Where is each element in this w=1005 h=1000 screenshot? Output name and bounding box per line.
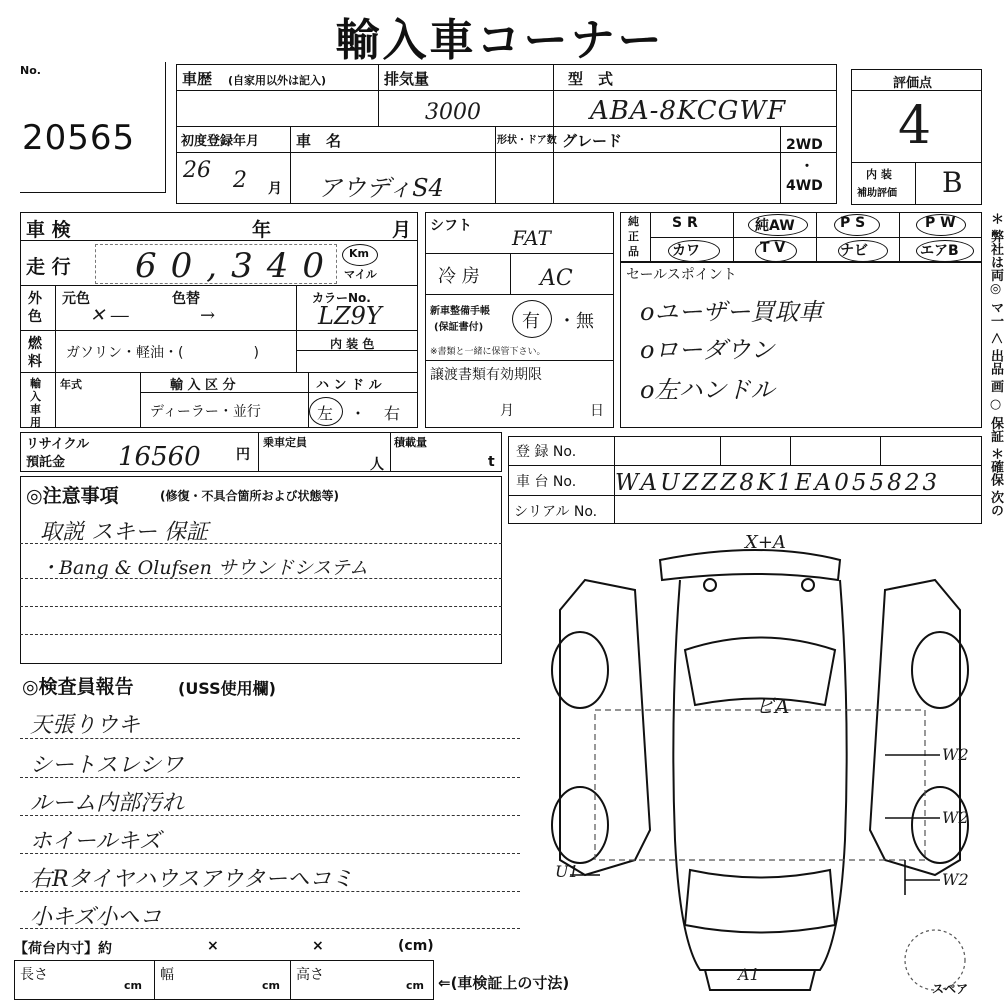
transfer-day: 日 [590, 403, 604, 419]
divider [290, 126, 291, 204]
junsei-label: 正 [628, 230, 639, 243]
equip-kawa-circle [668, 240, 720, 262]
cargo-times-1: × [207, 938, 219, 954]
notes-rule [20, 634, 502, 635]
diagram-mark-roof: ビA [755, 694, 790, 718]
divider [780, 126, 781, 204]
divider [176, 152, 837, 153]
notes-rule [20, 606, 502, 607]
diagram-mark-u1: U1 [555, 862, 579, 881]
import-type-value: ディーラー・並行 [150, 404, 261, 420]
import-label-3: 車 [30, 403, 41, 416]
divider [20, 330, 418, 331]
equip-sr: S R [672, 215, 698, 231]
ac-label: 冷 房 [438, 266, 480, 287]
inspector-line-2: シートスレシワ [30, 753, 184, 778]
inspector-line-6: 小キズ小ヘコ [30, 905, 162, 930]
junsei-label: 品 [628, 245, 639, 258]
orig-color-mark: ✕ ― [90, 305, 129, 326]
color-label-2: 色 [28, 309, 42, 325]
transfer-label: 譲渡書類有効期限 [430, 367, 542, 383]
score-label: 評価点 [893, 76, 933, 91]
equip-tv: T V [760, 240, 786, 256]
reg-no-label: 登 録 No. [516, 444, 577, 460]
import-label-4: 用 [30, 416, 41, 429]
sales-point-3: o左ハンドル [640, 376, 775, 404]
divider [258, 432, 259, 472]
divider [790, 436, 791, 465]
divider [899, 212, 900, 262]
equip-kawa: カワ [672, 243, 700, 259]
spare-label: スペア [932, 982, 969, 996]
divider [915, 162, 916, 205]
history-label: 車歴 [182, 70, 213, 88]
cargo-length-label: 長さ [20, 967, 48, 983]
first-reg-label: 初度登録年月 [181, 134, 260, 149]
left-door-panel-shape [560, 580, 650, 875]
headlight-l-shape [704, 579, 716, 591]
divider [816, 212, 817, 262]
color-no-value: LZ9Y [318, 302, 382, 330]
recycle-label-2: 預託金 [26, 455, 66, 470]
inspector-line-4: ホイールキズ [30, 829, 162, 854]
lot-box-right [165, 62, 166, 192]
inspector-line-5: 右Rタイヤハウスアウターヘコミ [30, 867, 354, 892]
interior-color-label: 内 装 色 [330, 337, 375, 351]
repaint-arrow: → [200, 305, 216, 326]
equip-aw: 純AW [755, 218, 795, 234]
divider [378, 64, 379, 126]
equip-airbag: エアB [920, 243, 959, 259]
chassis-value: WAUZZZ8K1EA055823 [615, 470, 941, 496]
manual-note: ※書類と一緒に保管下さい。 [430, 347, 546, 357]
repaint-label: 色替 [172, 291, 200, 307]
manual-no: ・無 [558, 311, 594, 332]
divider [140, 372, 141, 428]
shape-label: 形状・ドア数 [497, 135, 557, 146]
equip-navi: ナビ [840, 243, 868, 259]
interior-value: B [942, 166, 963, 199]
inspector-label: ◎検査員報告 [22, 676, 134, 698]
score-value: 4 [898, 96, 932, 156]
recycle-box [20, 432, 502, 472]
right-door-panel-shape [870, 580, 960, 875]
divider [176, 126, 837, 127]
equip-ps: P S [840, 215, 866, 231]
diagram-mark-front: X+A [745, 532, 786, 553]
divider [55, 285, 56, 428]
drive-dot: ・ [800, 159, 814, 175]
displacement-value: 3000 [425, 100, 481, 125]
model-label: 型 式 [568, 70, 614, 88]
divider [308, 372, 309, 428]
junsei-label: 純 [628, 215, 639, 228]
cargo-length-cm: cm [124, 979, 142, 992]
handle-label: ハ ン ド ル [316, 378, 382, 393]
shift-value: FAT [512, 226, 551, 250]
ac-value: AC [540, 266, 573, 291]
divider [508, 465, 982, 466]
sales-point-1: oユーザー買取車 [640, 298, 823, 326]
inspector-line-1: 天張りウキ [30, 713, 141, 738]
divider [20, 240, 418, 241]
divider [296, 285, 297, 372]
interior-label-1: 内 装 [866, 168, 892, 181]
divider [510, 253, 511, 294]
mile-label: マイル [344, 268, 377, 281]
divider [20, 372, 418, 373]
recycle-label-1: リサイクル [26, 437, 90, 452]
page-title: 輸入車コーナー [335, 15, 665, 66]
inspector-sub: (USS使用欄) [178, 679, 276, 698]
rear-window-shape [685, 870, 835, 933]
sales-points-label: セールスポイント [626, 267, 737, 283]
equip-ps-circle [834, 214, 880, 236]
cargo-unit: (cm) [398, 938, 434, 954]
recycle-yen: 円 [236, 447, 250, 463]
load-label: 積載量 [394, 436, 427, 449]
diagram-mark-w2-1: W2 [942, 745, 969, 764]
notes-label: ◎注意事項 [26, 485, 119, 507]
mileage-value: 60,340 [135, 246, 338, 286]
diagram-mark-rear: A1 [738, 965, 760, 984]
notes-line-2: ・Bang & Olufsen サウンドシステム [40, 557, 368, 579]
diagram-mark-w2-3: W2 [942, 870, 969, 889]
headlight-r-shape [802, 579, 814, 591]
equip-tv-circle [755, 240, 797, 262]
lot-no-label: No. [20, 64, 41, 77]
divider [425, 360, 614, 361]
serial-label: シリアル No. [514, 504, 598, 520]
side-note: ＊ 弊社は両◎ マ一 ＜ 出品 画 ○ 保証 ＊確保 次の [988, 212, 1003, 517]
divider [425, 253, 614, 254]
handle-sep: ・ [350, 404, 367, 423]
shaken-label: 車 検 [26, 219, 71, 241]
manual-label-2: (保証書付) [434, 322, 484, 333]
capacity-unit: 人 [370, 457, 384, 473]
fuel-label-1: 燃 [28, 336, 42, 352]
handle-left: 左 [317, 404, 334, 423]
divider [650, 212, 651, 262]
diagram-mark-w2-2: W2 [942, 808, 969, 827]
cargo-label: 【荷台内寸】約 [14, 941, 112, 957]
color-no-label: カラーNo. [312, 291, 371, 305]
cargo-times-2: × [312, 938, 324, 954]
cargo-height-label: 高さ [296, 967, 324, 983]
orig-color-label: 元色 [62, 291, 90, 307]
drive-4wd: 4WD [786, 178, 823, 194]
front-bumper-shape [660, 550, 840, 580]
first-reg-year: 26 [183, 158, 211, 183]
inspector-line-3: ルーム内部汚れ [30, 791, 185, 816]
manual-label-1: 新車整備手帳 [430, 306, 490, 317]
mileage-label: 走 行 [26, 256, 71, 278]
color-label-1: 外 [28, 291, 42, 307]
divider [733, 212, 734, 262]
model-value: ABA-8KCGWF [590, 96, 787, 126]
lot-number: 20565 [22, 118, 136, 158]
grade-label: グレード [562, 132, 623, 150]
fuel-label-2: 料 [28, 354, 42, 370]
capacity-label: 乗車定員 [263, 436, 307, 449]
cargo-height-cm: cm [406, 979, 424, 992]
handle-right: 右 [384, 404, 401, 423]
cargo-size-box [14, 960, 434, 1000]
equip-aw-circle [748, 214, 808, 236]
first-reg-month: 2 [233, 168, 247, 193]
notes-sub: (修復・不具合箇所および状態等) [160, 489, 339, 503]
notes-line-1: 取説 スキー 保証 [40, 520, 208, 545]
chassis-label: 車 台 No. [516, 474, 577, 490]
lot-box-bottom [20, 192, 166, 193]
import-type-label: 輸 入 区 分 [170, 378, 236, 393]
divider [176, 90, 837, 91]
divider [390, 432, 391, 472]
divider [290, 960, 291, 1000]
shaken-month-unit: 月 [392, 219, 412, 241]
shift-label: シフト [430, 218, 472, 234]
manual-yes: 有 [522, 311, 540, 332]
cargo-width-label: 幅 [160, 967, 174, 983]
import-label-1: 輸 [30, 377, 41, 390]
divider [880, 436, 881, 465]
equip-airbag-circle [916, 240, 974, 262]
equip-navi-circle [838, 240, 888, 262]
rear-trunk-shape [705, 970, 815, 990]
history-note: (自家用以外は記入) [228, 74, 327, 87]
car-damage-diagram [540, 530, 980, 1000]
shaken-year-unit: 年 [252, 219, 272, 241]
divider [720, 436, 721, 465]
drive-2wd: 2WD [786, 137, 823, 153]
shaken-size-note: ⇐(車検証上の寸法) [438, 974, 570, 992]
model-year-label: 年式 [60, 378, 82, 391]
km-label: Km [349, 247, 369, 260]
divider [425, 294, 614, 295]
car-name-value: アウディS4 [318, 174, 444, 202]
divider [296, 350, 418, 351]
displacement-label: 排気量 [384, 70, 430, 88]
first-reg-month-unit: 月 [268, 181, 282, 197]
load-unit: t [488, 454, 495, 470]
sales-point-2: oローダウン [640, 336, 775, 364]
interior-label-2: 補助評価 [857, 188, 897, 199]
divider [495, 126, 496, 204]
recycle-value: 16560 [118, 442, 201, 472]
equip-pw-circle [916, 214, 966, 236]
divider [154, 960, 155, 1000]
cargo-width-cm: cm [262, 979, 280, 992]
transfer-month: 月 [500, 403, 514, 419]
car-name-label: 車 名 [296, 132, 342, 150]
divider [851, 162, 982, 163]
fuel-value: ガソリン・軽油・( ) [66, 345, 259, 361]
equip-pw: P W [925, 215, 956, 231]
import-label-2: 入 [30, 390, 41, 403]
